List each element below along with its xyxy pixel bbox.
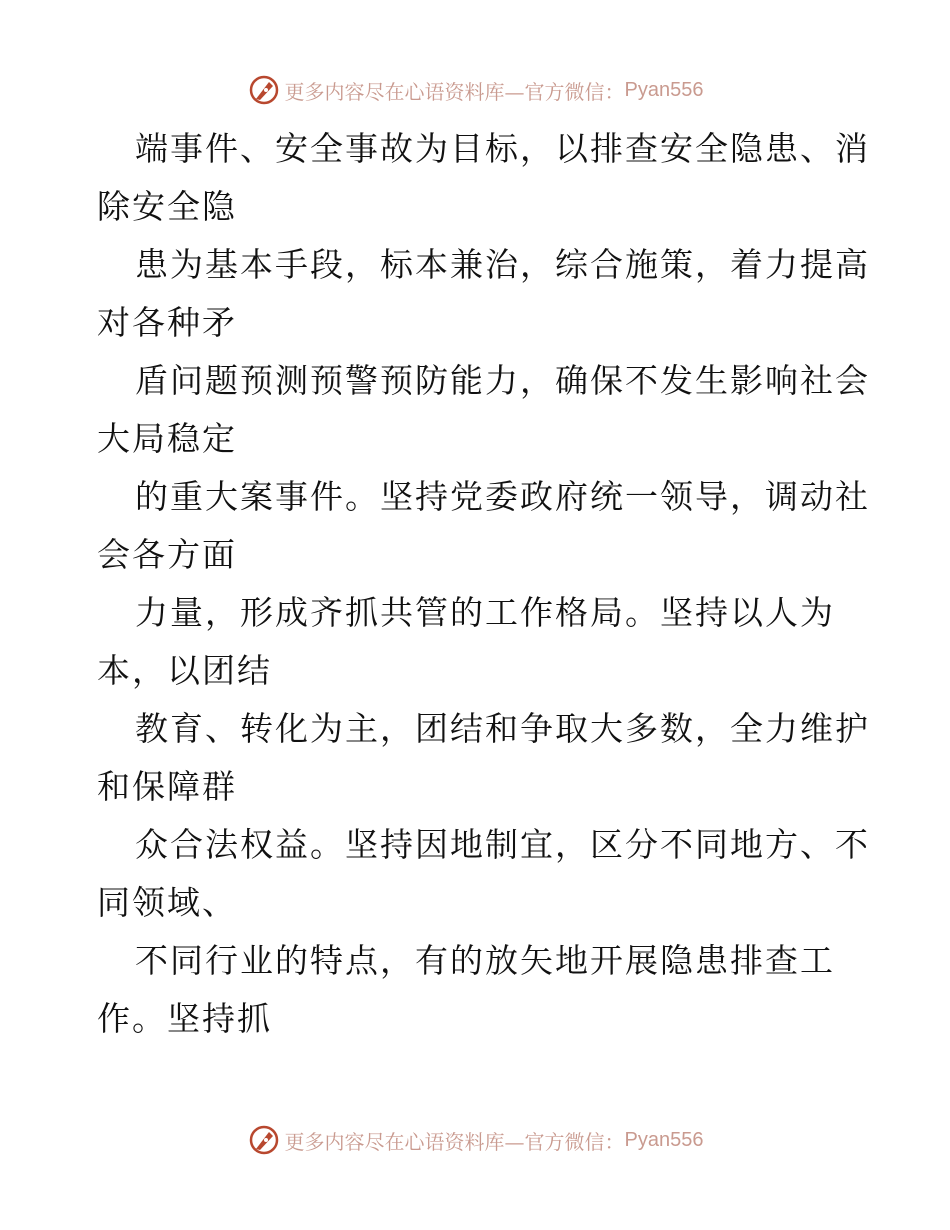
text-line: 患为基本手段，标本兼治，综合施策，着力提高	[135, 245, 870, 284]
text-line: 众合法权益。坚持因地制宜，区分不同地方、不	[135, 825, 870, 864]
text-line: 的重大案事件。坚持党委政府统一领导，调动社	[135, 477, 870, 516]
banner-contact-id: Pyan556	[624, 78, 704, 101]
text-line: 力量，形成齐抓共管的工作格局。坚持以人为	[135, 593, 835, 632]
text-line: 会各方面	[97, 535, 237, 574]
pen-nib-logo-icon	[247, 1123, 281, 1157]
banner-site-text: 更多内容尽在心语资料库	[284, 79, 505, 104]
text-line: 同领域、	[97, 883, 237, 922]
banner-separator: —官方微信：	[504, 79, 625, 104]
banner-contact-id: Pyan556	[624, 1128, 704, 1151]
text-line: 对各种矛	[97, 303, 237, 342]
footer-banner	[0, 1120, 950, 1160]
pen-nib-logo-icon	[247, 73, 281, 107]
text-line: 除安全隐	[97, 187, 237, 226]
banner-site-text: 更多内容尽在心语资料库	[284, 1129, 505, 1154]
header-banner	[0, 70, 950, 110]
text-line: 盾问题预测预警预防能力，确保不发生影响社会	[135, 361, 870, 400]
text-line: 大局稳定	[97, 419, 237, 458]
text-line: 本，以团结	[97, 651, 272, 690]
text-line: 和保障群	[97, 767, 237, 806]
text-line: 作。坚持抓	[97, 999, 272, 1038]
banner-separator: —官方微信：	[504, 1129, 625, 1154]
text-line: 端事件、安全事故为目标，以排查安全隐患、消	[135, 129, 870, 168]
text-line: 不同行业的特点，有的放矢地开展隐患排查工	[135, 941, 835, 980]
text-line: 教育、转化为主，团结和争取大多数，全力维护	[135, 709, 870, 748]
